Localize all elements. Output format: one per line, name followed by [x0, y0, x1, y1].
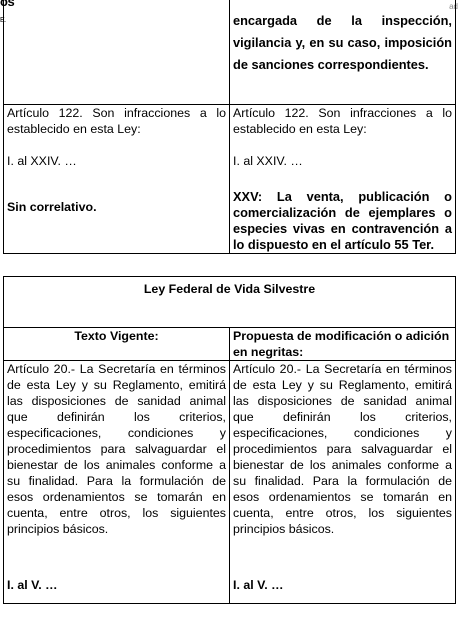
- column-header-proposed: Propuesta de modificación o adición en negritas:: [230, 328, 456, 361]
- table-cell-left: [4, 361, 230, 604]
- header-fragment-left: os E.: [0, 0, 15, 24]
- continuation-text: encargada de la inspección, vigilancia y, en su caso, imposición de sanciones correspondientes.: [233, 13, 452, 72]
- table-cell-right: [230, 105, 456, 254]
- items-proposed: I. al XXIV. …: [233, 154, 303, 168]
- table-cell-left: [4, 105, 230, 254]
- article-20-current: Artículo 20.- La Secretaría en términos de esta Ley y su Reglamento, emitirá las disposiciones de sanidad animal que definirán los criterios, especificaciones, condiciones y procedimientos para salvaguardar el bienestar de los animales conforme a su finalidad. Para la formulación de esos ordenamientos se tomarán en cuenta, entre otros, los siguientes principios básicos.: [7, 362, 226, 536]
- comparison-table-vida-silvestre: [3, 276, 456, 604]
- table-cell-right: [230, 361, 456, 604]
- new-fraction-xxv: XXV: La venta, publicación o comercialización de ejemplares o especies vivas en contravención a lo dispuesto en el artículo 55 Ter.: [233, 189, 452, 252]
- table-row: [4, 361, 456, 604]
- no-correlative-note: Sin correlativo.: [7, 200, 97, 214]
- article-122-current: Artículo 122. Son infracciones a lo establecido en esta Ley:: [7, 106, 226, 136]
- table-row: [4, 105, 456, 254]
- table-cell-right: [230, 0, 456, 105]
- table-row: [4, 0, 456, 105]
- items-current: I. al V. …: [7, 578, 58, 592]
- article-122-proposed: Artículo 122. Son infracciones a lo establecido en esta Ley:: [233, 106, 452, 136]
- table-title-row: [4, 277, 456, 328]
- items-current: I. al XXIV. …: [7, 154, 77, 168]
- header-fragment-right: ad: [449, 2, 458, 11]
- table-cell-left-empty: [4, 0, 230, 105]
- article-20-proposed: Artículo 20.- La Secretaría en términos de esta Ley y su Reglamento, emitirá las disposiciones de sanidad animal que definirán los criterios, especificaciones, condiciones y procedimientos para salvaguardar el bienestar de los animales conforme a su finalidad. Para la formulación de esos ordenamientos se tomarán en cuenta, entre otros, los siguientes principios básicos.: [233, 362, 452, 536]
- column-header-current: Texto Vigente:: [4, 328, 230, 361]
- comparison-table-continued: [3, 0, 456, 254]
- items-proposed: I. al V. …: [233, 578, 284, 592]
- table-title: Ley Federal de Vida Silvestre: [4, 277, 456, 328]
- table-header-row: [4, 328, 456, 361]
